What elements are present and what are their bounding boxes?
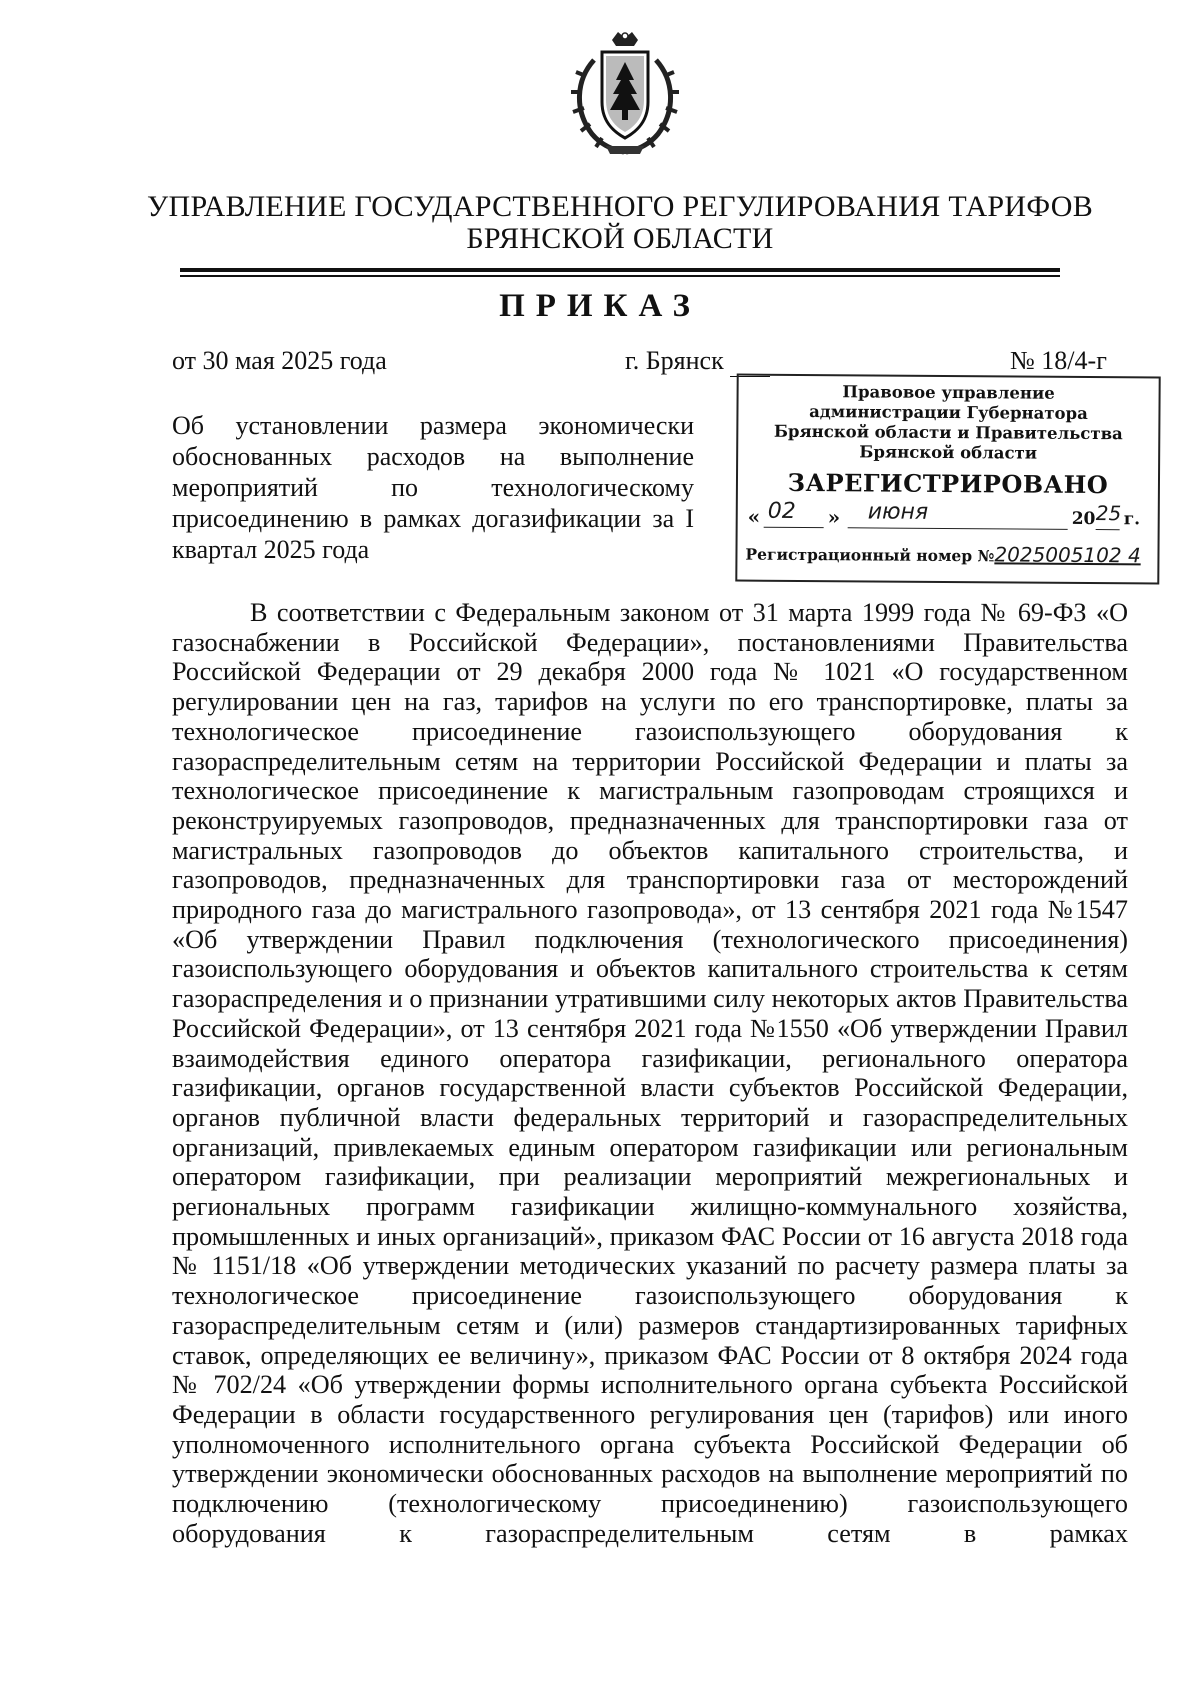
subject-text: Об установлении размера экономически обоснованных расходов на выполнение мероприятий по технологическому присоединению в рамках догазификации за I квартал 2025 года — [172, 411, 694, 564]
body-paragraph: В соответствии с Федеральным законом от 31 марта 1999 года № 69-ФЗ «О газоснабжении в Российской Федерации», постановлениями Правительства Российской Федерации от 29 декабря 2000 года № 1021 «О государственном регулировании цен на газ, тарифов на услуги по его транспортировке, платы за технологическое присоединение газоиспользующего оборудования к газораспределительным сетям на территории Российской Федерации и платы за технологическое присоединение к магистральным газопроводам строящихся и реконструируемых газопроводов, предназначенных для транспортировки газа от магистральных газопроводов до объектов капитального строительства, и газопроводов, предназначенных для транспортировки газа от месторождений природного газа до магистрального газопровода», от 13 сентября 2021 года №1547 «Об утверждении Правил подключения (технологического присоединения) газоиспользующего оборудования и объектов капитального строительства к сетям газораспределения и о признании утратившими силу некоторых актов Правительства Российской Федерации», от 13 сентября 2021 года №1550 «Об утверждении Правил взаимодействия единого оператора газификации, регионального оператора газификации, органов государственной власти субъектов Российской Федерации, органов публичной власти федеральных территорий и газораспределительных организаций, привлекаемых единым оператором газификации или региональным оператором газификации, при реализации мероприятий межрегиональных и региональных программ газификации жилищно-коммунального хозяйства, промышленных и иных организаций», приказом ФАС России от 16 августа 2018 года № 1151/18 «Об утверждении методических указаний по расчету размера платы за технологическое присоединение газоиспользующего оборудования к газораспределительным сетям и (или) размеров стандартизированных тарифных ставок, определяющих ее величину», приказом ФАС России от 8 октября 2024 года № 702/24 «Об утверждении формы исполнительного органа субъекта Российской Федерации в области государственного регулирования цен (тарифов) или иного уполномоченного исполнительного органа субъекта Российской Федерации об утверждении экономически обоснованных расходов на выполнение мероприятий по подключению (технологическому присоединению) газоиспользующего оборудования к газораспределительным сетям в рамках — [172, 598, 1128, 1548]
header-divider-thin — [180, 275, 1060, 277]
organization-name-line1: УПРАВЛЕНИЕ ГОСУДАРСТВЕННОГО РЕГУЛИРОВАНИЯ ТАРИФОВ — [146, 190, 1094, 223]
document-city: г. Брянск — [625, 346, 724, 375]
document-number: № 18/4-г — [1010, 346, 1107, 375]
regnum-value: 2025005102 4 — [994, 542, 1141, 568]
stamp-line2: администрации Губернатора — [809, 402, 1088, 423]
document-subject — [172, 410, 694, 565]
registration-stamp — [735, 374, 1160, 585]
stamp-line1: Правовое управление — [842, 382, 1055, 403]
stamp-registration-number — [737, 541, 1157, 568]
stamp-line3: Брянской области и Правительства — [773, 421, 1123, 444]
header-divider-thick — [180, 268, 1060, 272]
stamp-month: июня — [867, 499, 929, 525]
stamp-date-line: « 02 » июня 20 25 г. — [747, 498, 1141, 530]
stamp-year-unit: г. — [1123, 509, 1141, 530]
stamp-year-prefix: 20 — [1071, 508, 1096, 530]
document-type-title: ПРИКАЗ — [499, 288, 701, 324]
regnum-label: Регистрационный номер № — [745, 544, 995, 566]
stamp-status: ЗАРЕГИСТРИРОВАНО — [787, 467, 1109, 500]
document-date: от 30 мая 2025 года — [172, 346, 387, 375]
stamp-day: 02 — [767, 498, 796, 524]
stamp-line4: Брянской области — [859, 442, 1038, 463]
stamp-year-suffix: 25 — [1095, 501, 1122, 526]
document-body — [172, 598, 1128, 1549]
coat-of-arms-emblem — [566, 30, 684, 158]
organization-name-line2: БРЯНСКОЙ ОБЛАСТИ — [466, 222, 774, 255]
